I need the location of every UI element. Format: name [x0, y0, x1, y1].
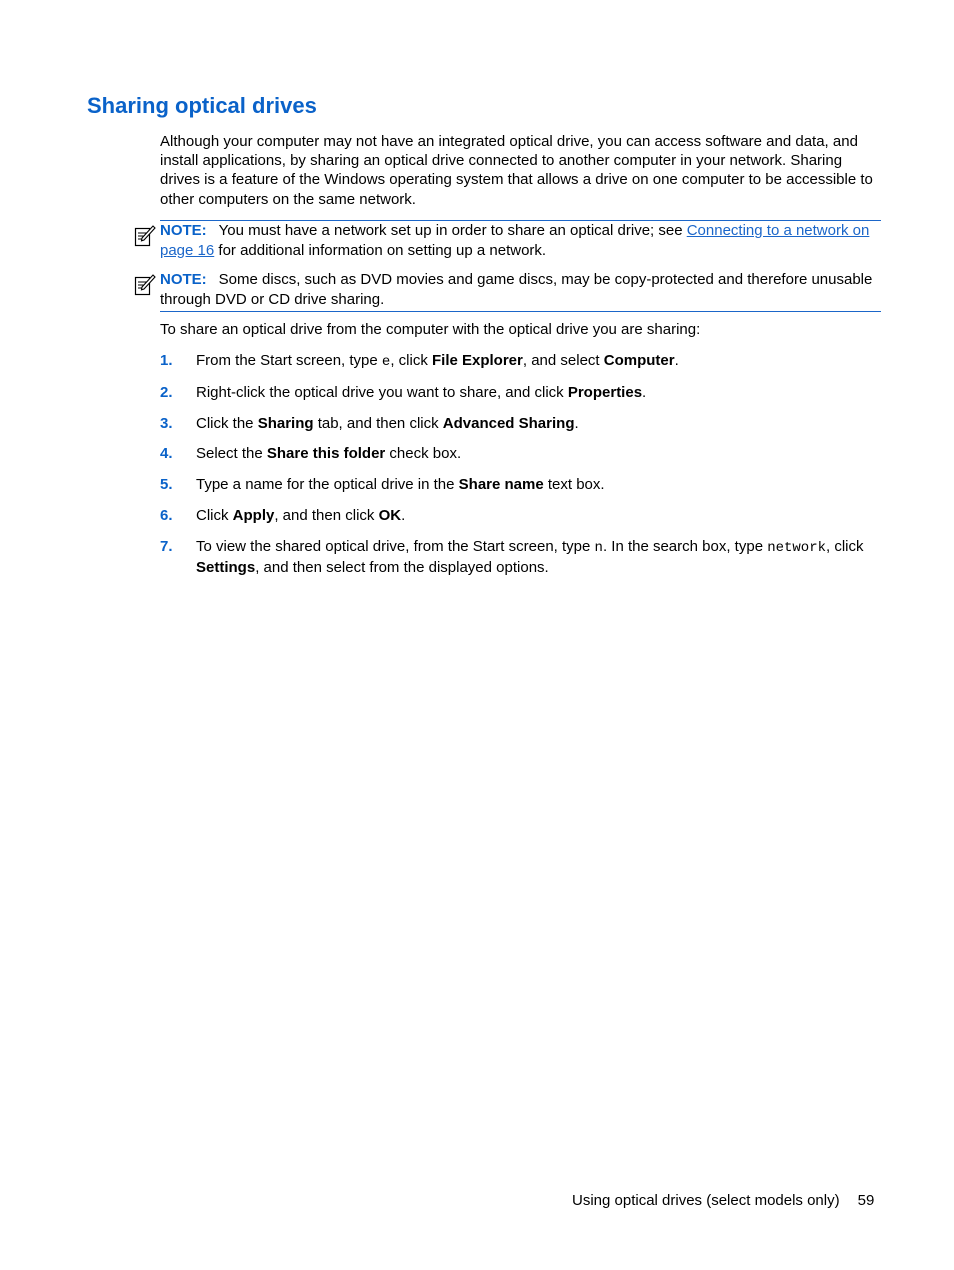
- step-text: Type a name for the optical drive in the: [196, 476, 459, 494]
- step-text: , click: [826, 537, 864, 555]
- command-code: network: [767, 539, 827, 556]
- ui-term: Computer: [603, 352, 675, 369]
- page-number: 59: [857, 1192, 875, 1209]
- note-icon: [134, 223, 156, 247]
- step-text: .: [642, 383, 647, 401]
- steps-intro: To share an optical drive from the computer with the optical drive you are sharing:: [160, 321, 701, 338]
- page-footer: [572, 1191, 874, 1211]
- step-item: [160, 475, 885, 495]
- note-box: [160, 220, 881, 260]
- page-title: Sharing optical drives: [87, 93, 317, 118]
- step-item: [160, 537, 885, 578]
- ui-term: Sharing: [257, 414, 314, 432]
- note-text: for additional information on setting up a network.: [214, 241, 547, 259]
- note-box: [160, 270, 881, 312]
- step-number: 2.: [160, 383, 173, 401]
- step-text: , click: [390, 352, 432, 369]
- step-item: [160, 383, 885, 403]
- ui-term: Share name: [458, 476, 544, 494]
- step-number: 1.: [160, 352, 173, 369]
- ui-term: OK: [378, 506, 402, 524]
- step-text: , and then select from the displayed options.: [255, 558, 549, 576]
- step-text: From the Start screen, type: [196, 352, 382, 369]
- footer-text: Using optical drives (select models only): [572, 1192, 840, 1209]
- step-text: , and then click: [274, 506, 379, 524]
- command-code: n: [594, 539, 603, 556]
- step-text: .: [401, 506, 406, 524]
- step-item: [160, 506, 885, 526]
- step-text: Select the: [196, 445, 267, 463]
- step-number: 7.: [160, 537, 173, 555]
- ui-term: Advanced Sharing: [442, 414, 575, 432]
- step-text: check box.: [385, 445, 462, 463]
- steps-list: [160, 351, 885, 589]
- step-number: 4.: [160, 445, 173, 463]
- step-text: . In the search box, type: [602, 537, 768, 555]
- step-text: .: [674, 352, 679, 369]
- ui-term: Properties: [567, 383, 643, 401]
- step-item: [160, 414, 885, 434]
- step-text: tab, and then click: [313, 414, 443, 432]
- step-item: [160, 351, 885, 372]
- step-number: 6.: [160, 506, 173, 524]
- note-label: NOTE:: [160, 271, 207, 288]
- step-text: text box.: [543, 476, 605, 494]
- connecting-network-link[interactable]: Connecting to a network on page 16: [160, 222, 870, 259]
- step-text: .: [574, 414, 579, 432]
- step-text: Click the: [196, 414, 258, 432]
- step-text: , and select: [522, 352, 604, 369]
- note-text: Some discs, such as DVD movies and game discs, may be copy-protected and therefore unusable through DVD or CD drive sharing.: [160, 271, 873, 308]
- note-text: You must have a network set up in order to share an optical drive; see: [218, 222, 687, 239]
- step-text: Click: [196, 506, 233, 524]
- step-text: To view the shared optical drive, from the Start screen, type: [196, 537, 595, 555]
- intro-paragraph: Although your computer may not have an integrated optical drive, you can access software and data, and install applications, by sharing an optical drive connected to another computer in your network. Sharing drives is a feature of the Windows operating system that allows a drive on one computer to be accessible to other computers on the same network.: [160, 133, 873, 208]
- ui-term: Apply: [232, 506, 275, 524]
- step-number: 3.: [160, 414, 173, 432]
- command-code: e: [381, 354, 391, 370]
- ui-term: Share this folder: [266, 445, 386, 463]
- ui-term: File Explorer: [431, 352, 523, 369]
- note-label: NOTE:: [160, 222, 207, 239]
- step-text: Right-click the optical drive you want to share, and click: [196, 383, 568, 401]
- step-number: 5.: [160, 476, 173, 494]
- note-icon: [134, 272, 156, 296]
- ui-term: Settings: [196, 558, 256, 576]
- step-item: [160, 444, 885, 464]
